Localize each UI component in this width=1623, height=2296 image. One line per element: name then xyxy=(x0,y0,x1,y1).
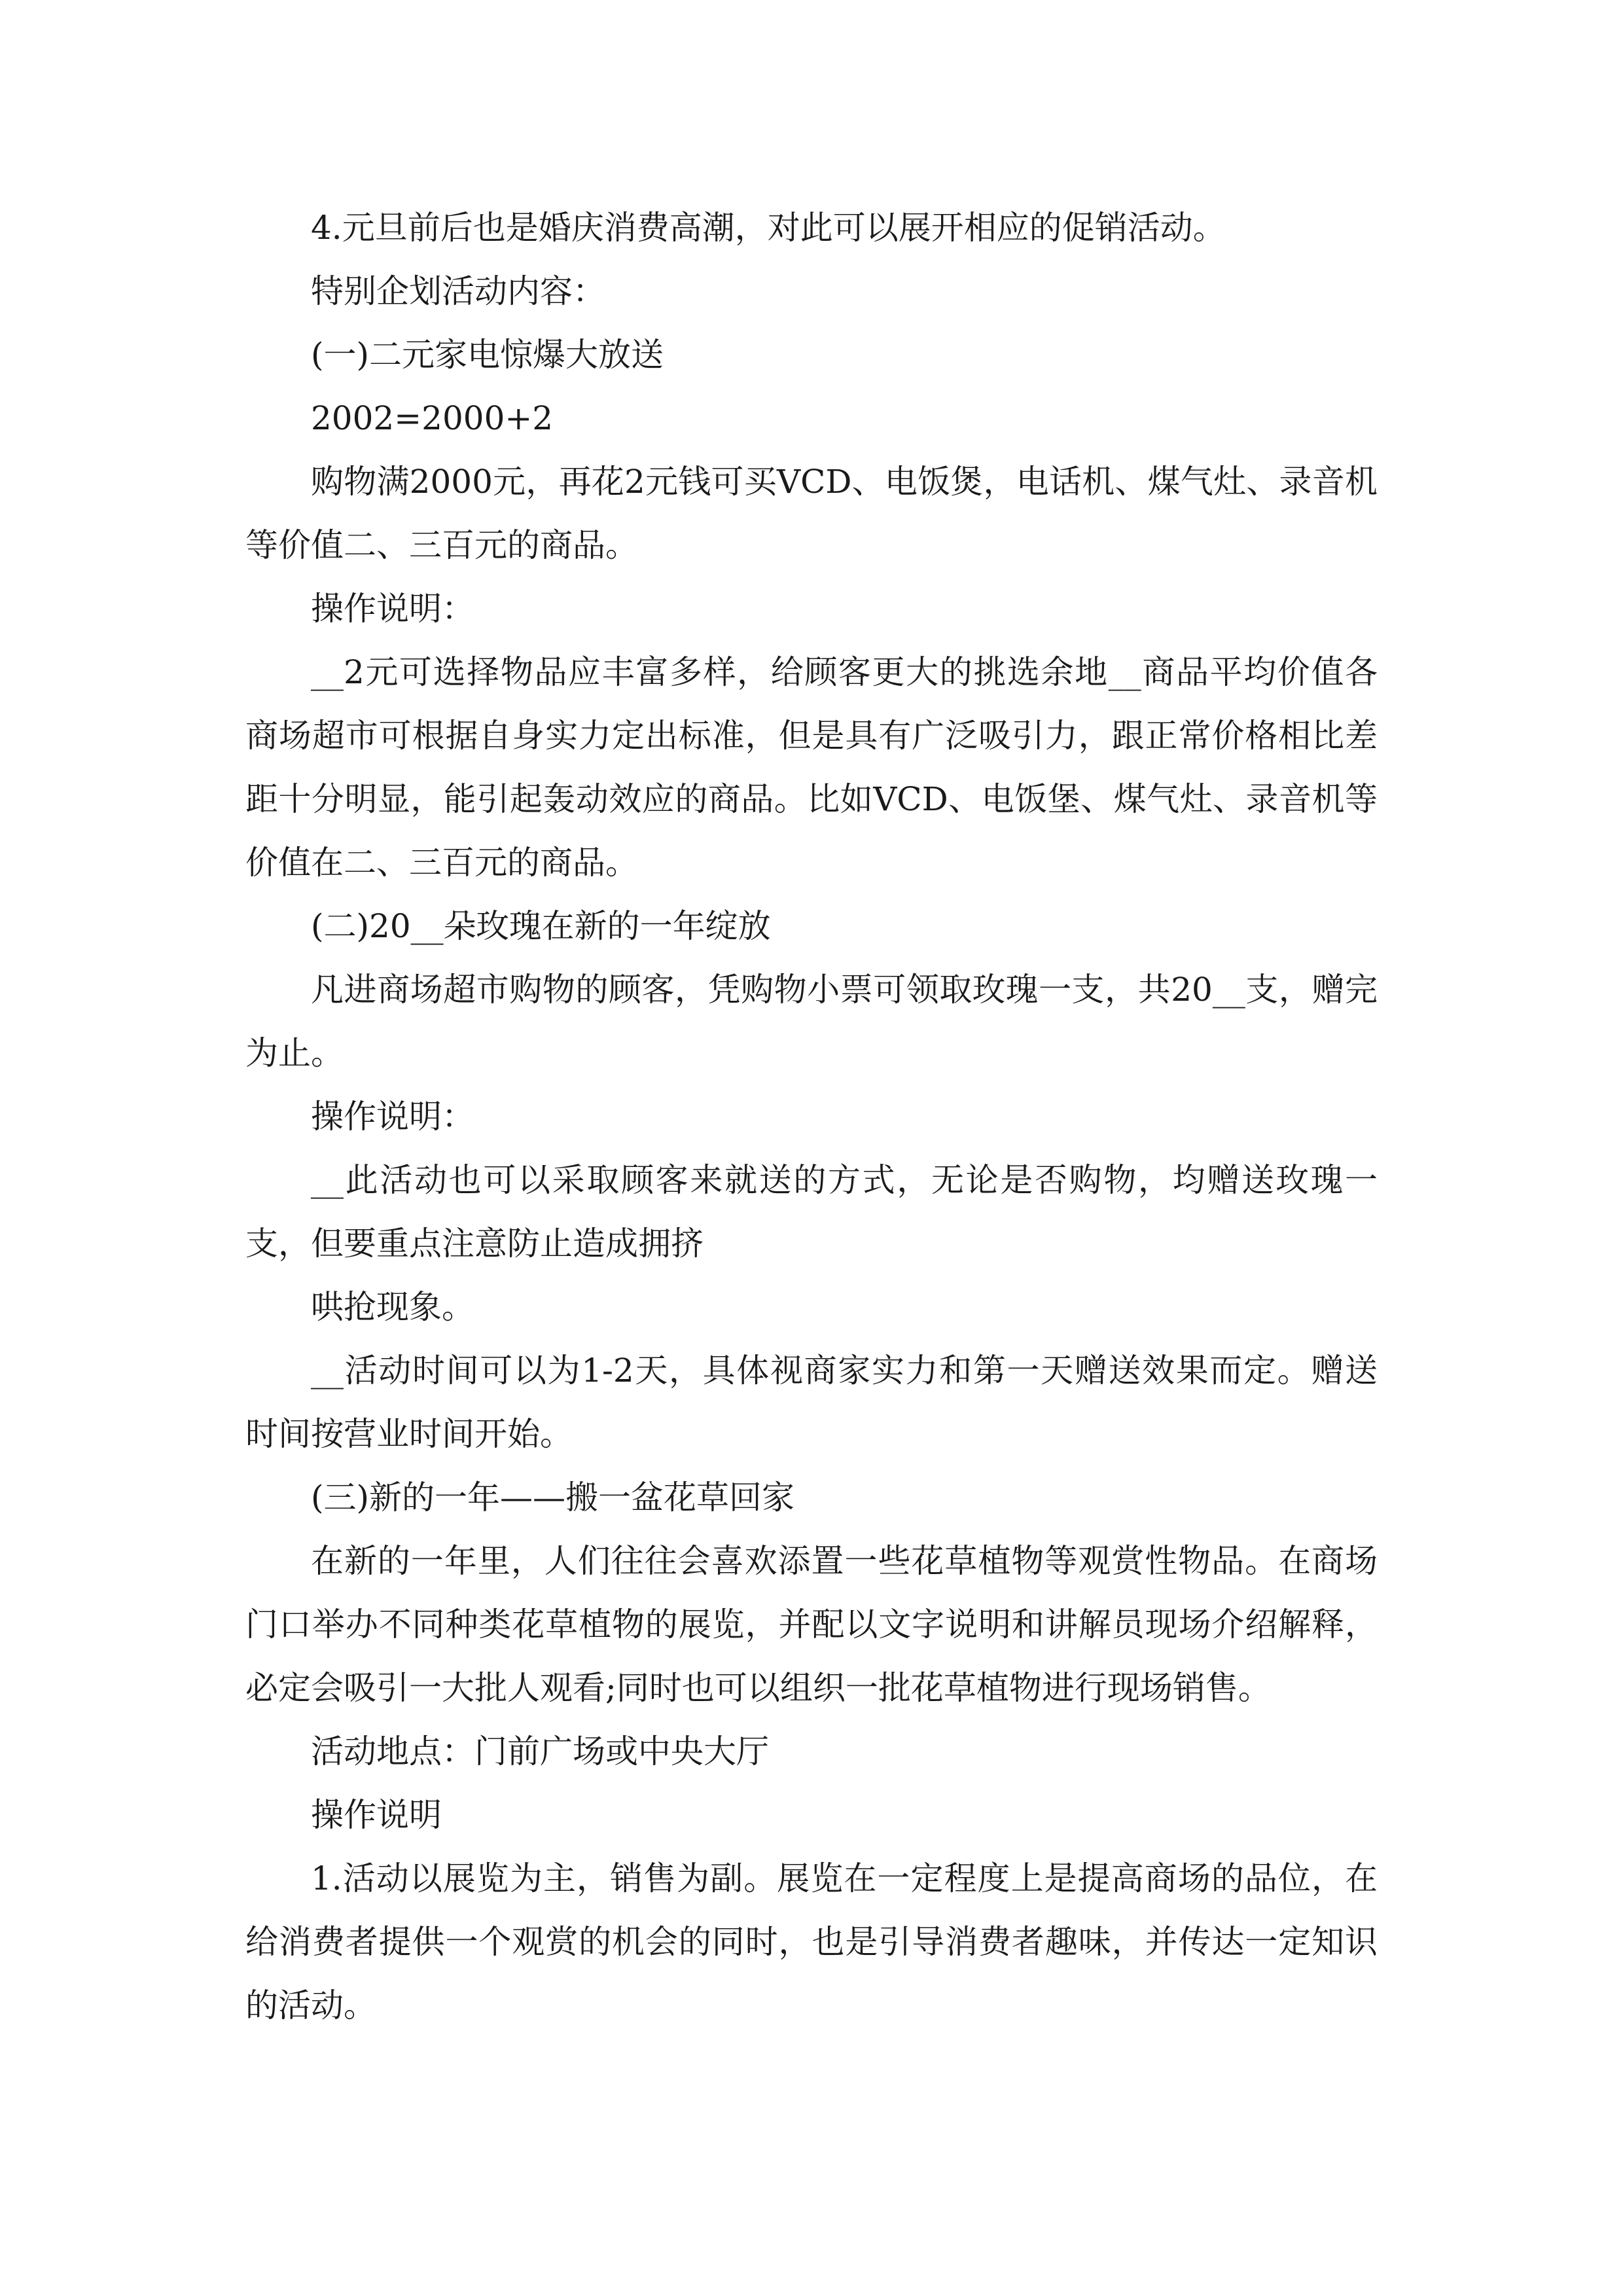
operation-notes-heading-3: 操作说明 xyxy=(311,1796,442,1834)
paragraph-offer-description: 购物满2000元，再花2元钱可买VCD、电饭煲，电话机、煤气灶、录音机等价值二、三百元的商品。 xyxy=(245,463,1378,564)
paragraph-special-activities-heading: 特别企划活动内容： xyxy=(311,272,605,310)
section-heading-3: (三)新的一年——搬一盆花草回家 xyxy=(311,1479,795,1516)
paragraph-activity-location: 活动地点：门前广场或中央大厅 xyxy=(311,1732,769,1770)
paragraph-operation-notes-1: __2元可选择物品应丰富多样，给顾客更大的挑选余地__商品平均价值各商场超市可根据自身实力定出标准，但是具有广泛吸引力，跟正常价格相比差距十分明显，能引起轰动效应的商品。比如VCD、电饭堡、煤气灶、录音机等价值在二、三百元的商品。 xyxy=(245,653,1378,882)
paragraph-operation-notes-2c: __活动时间可以为1-2天，具体视商家实力和第一天赠送效果而定。赠送时间按营业时间开始。 xyxy=(245,1352,1378,1453)
operation-notes-heading-2: 操作说明： xyxy=(311,1098,474,1136)
operation-notes-heading-1: 操作说明： xyxy=(311,590,474,628)
paragraph-rose-offer: 凡进商场超市购物的顾客，凭购物小票可领取玫瑰一支，共20__支，赠完为止。 xyxy=(245,971,1378,1072)
paragraph-operation-notes-2b: 哄抢现象。 xyxy=(311,1288,474,1326)
section-heading-1: (一)二元家电惊爆大放送 xyxy=(311,336,664,374)
paragraph-operation-notes-2a: __此活动也可以采取顾客来就送的方式，无论是否购物，均赠送玫瑰一支，但要重点注意防止造成拥挤 xyxy=(245,1161,1378,1263)
paragraph-operation-notes-3: 1.活动以展览为主，销售为副。展览在一定程度上是提高商场的品位，在给消费者提供一个观赏的机会的同时，也是引导消费者趣味，并传达一定知识的活动。 xyxy=(245,1859,1378,2024)
document-body xyxy=(245,196,1378,2037)
section-heading-2: (二)20__朵玫瑰在新的一年绽放 xyxy=(311,907,771,945)
paragraph-wedding-promotion: 4.元旦前后也是婚庆消费高潮，对此可以展开相应的促销活动。 xyxy=(311,209,1226,247)
paragraph-formula: 2002=2000+2 xyxy=(311,399,554,437)
paragraph-plants-description: 在新的一年里，人们往往会喜欢添置一些花草植物等观赏性物品。在商场门口举办不同种类花草植物的展览，并配以文字说明和讲解员现场介绍解释，必定会吸引一大批人观看;同时也可以组织一批花草植物进行现场销售。 xyxy=(245,1542,1378,1707)
